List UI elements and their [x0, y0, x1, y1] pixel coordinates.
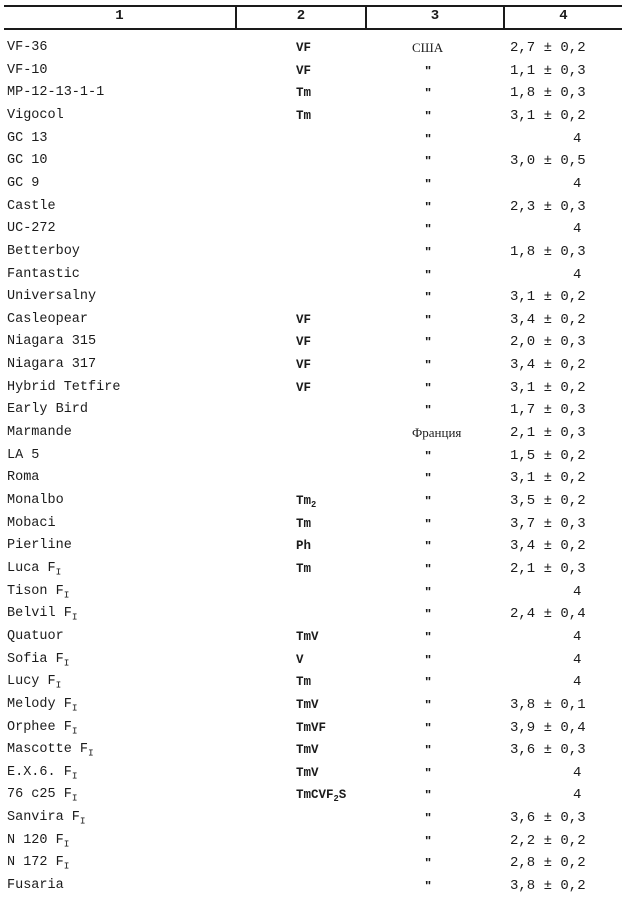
variety-name-text: Castle	[7, 199, 56, 214]
variety-name	[7, 244, 80, 260]
score-value: 3,8 ± 0,2	[510, 878, 586, 894]
variety-name-subscript: I	[63, 860, 70, 872]
column-header-3: 3	[430, 8, 440, 24]
resistance-code	[296, 787, 346, 807]
resistance-code	[296, 380, 311, 396]
variety-name-text: Mobaci	[7, 516, 56, 531]
variety-name	[7, 538, 72, 554]
score-value: 3,1 ± 0,2	[510, 470, 586, 486]
country-name: Франция	[412, 425, 462, 440]
score-value: 3,1 ± 0,2	[510, 289, 586, 305]
resistance-code	[296, 720, 326, 736]
score-value: 3,4 ± 0,2	[510, 312, 586, 328]
variety-name-text: Universalny	[7, 289, 97, 304]
resistance-code-text: V	[296, 653, 304, 667]
ditto-mark: "	[425, 244, 432, 259]
variety-name-text: Early Bird	[7, 402, 89, 417]
ditto-mark: "	[425, 448, 432, 463]
ditto-mark: "	[425, 221, 432, 236]
score-value: 2,3 ± 0,3	[510, 199, 586, 215]
variety-name-text: N 120 F	[7, 833, 64, 848]
variety-name	[7, 108, 64, 124]
score-value: 4	[573, 584, 582, 600]
resistance-code-text: VF	[296, 41, 312, 55]
resistance-code-text: TmV	[296, 630, 319, 644]
variety-name-text: Niagara 317	[7, 357, 97, 372]
ditto-mark: "	[425, 153, 432, 168]
variety-name	[7, 357, 96, 373]
ditto-mark: "	[425, 855, 432, 870]
variety-name	[7, 334, 96, 350]
variety-name-text: Sanvira F	[7, 810, 80, 825]
variety-name	[7, 674, 61, 693]
variety-name-text: Quatuor	[7, 629, 64, 644]
variety-name-text: N 172 F	[7, 855, 64, 870]
variety-name-text: Hybrid Tetfire	[7, 380, 121, 395]
variety-name-text: Sofia F	[7, 652, 64, 667]
score-value: 1,5 ± 0,2	[510, 448, 586, 464]
ditto-mark: "	[425, 357, 432, 372]
resistance-code	[296, 63, 311, 79]
column-header-4: 4	[559, 8, 568, 24]
column-header-2: 2	[296, 8, 306, 24]
resistance-code-text: VF	[296, 64, 312, 78]
variety-name-text: Casleopear	[7, 312, 89, 327]
variety-name-subscript: I	[55, 566, 62, 578]
resistance-code	[296, 85, 311, 101]
variety-name-text: Roma	[7, 470, 40, 485]
variety-name-text: Vigocol	[7, 108, 64, 123]
ditto-mark: "	[425, 312, 432, 327]
variety-name	[7, 63, 48, 79]
score-value: 3,6 ± 0,3	[510, 742, 586, 758]
resistance-code-text: VF	[296, 313, 312, 327]
resistance-code-text: Tm	[296, 86, 312, 100]
variety-name-text: Tison F	[7, 584, 64, 599]
score-value: 2,1 ± 0,3	[510, 425, 586, 441]
resistance-code	[296, 493, 316, 513]
ditto-mark: "	[425, 787, 432, 802]
resistance-code-text: TmV	[296, 698, 319, 712]
variety-name-text: Mascotte F	[7, 742, 89, 757]
variety-name-text: E.X.6. F	[7, 765, 72, 780]
variety-name-text: LA 5	[7, 448, 40, 463]
ditto-mark: "	[425, 289, 432, 304]
ditto-mark: "	[425, 470, 432, 485]
variety-name	[7, 267, 80, 283]
ditto-mark: "	[425, 516, 432, 531]
resistance-code	[296, 312, 311, 328]
ditto-mark: "	[425, 402, 432, 417]
resistance-code-text: Tm	[296, 675, 312, 689]
variety-name-text: Belvil F	[7, 606, 72, 621]
variety-name-text: Luca F	[7, 561, 56, 576]
variety-name	[7, 470, 39, 486]
score-value: 3,7 ± 0,3	[510, 516, 586, 532]
variety-name	[7, 221, 56, 237]
variety-name	[7, 493, 64, 509]
variety-name-text: VF-10	[7, 63, 48, 78]
country-name: США	[412, 40, 444, 55]
resistance-code	[296, 674, 311, 690]
resistance-code-text: Tm	[296, 517, 312, 531]
ditto-mark: "	[425, 833, 432, 848]
score-value: 2,7 ± 0,2	[510, 40, 586, 56]
resistance-code	[296, 357, 311, 373]
score-value: 3,4 ± 0,2	[510, 538, 586, 554]
ditto-mark: "	[425, 720, 432, 735]
resistance-code	[296, 334, 311, 350]
variety-name-subscript: I	[63, 657, 70, 669]
variety-name-text: Pierline	[7, 538, 72, 553]
variety-name	[7, 425, 72, 441]
resistance-code-tail: S	[338, 788, 347, 802]
variety-name	[7, 85, 104, 101]
variety-name	[7, 131, 48, 147]
resistance-code	[296, 629, 319, 645]
score-value: 2,1 ± 0,3	[510, 561, 586, 577]
variety-name-text: Orphee F	[7, 720, 72, 735]
variety-name-subscript: I	[71, 725, 78, 737]
resistance-code-text: Ph	[296, 539, 312, 553]
resistance-code-subscript: 2	[311, 500, 317, 511]
variety-name	[7, 787, 77, 806]
resistance-code-text: Tm	[296, 494, 312, 508]
variety-name	[7, 516, 56, 532]
ditto-mark: "	[425, 380, 432, 395]
ditto-mark: "	[425, 85, 432, 100]
score-value: 3,6 ± 0,3	[510, 810, 586, 826]
score-value: 4	[573, 674, 582, 690]
resistance-code-text: VF	[296, 381, 312, 395]
variety-name	[7, 153, 48, 169]
variety-name-text: UC-272	[7, 221, 56, 236]
variety-name-subscript: I	[71, 770, 78, 782]
resistance-code-text: TmV	[296, 766, 319, 780]
variety-name-text: Lucy F	[7, 674, 56, 689]
ditto-mark: "	[425, 108, 432, 123]
resistance-code-text: Tm	[296, 562, 312, 576]
resistance-code	[296, 697, 319, 713]
resistance-code	[296, 742, 319, 758]
variety-name	[7, 810, 86, 829]
variety-name-text: GC 13	[7, 131, 48, 146]
variety-name	[7, 652, 69, 671]
column-header-1: 1	[115, 8, 124, 24]
score-value: 4	[573, 629, 582, 645]
score-value: 4	[573, 131, 582, 147]
ditto-mark: "	[425, 199, 432, 214]
ditto-mark: "	[425, 131, 432, 146]
resistance-code	[296, 561, 311, 577]
score-value: 3,9 ± 0,4	[510, 720, 586, 736]
variety-name-text: 76 c25 F	[7, 787, 72, 802]
variety-name-text: VF-36	[7, 40, 48, 55]
variety-name-subscript: I	[71, 611, 78, 623]
variety-name-subscript: I	[63, 838, 70, 850]
variety-name-text: GC 9	[7, 176, 40, 191]
variety-name-text: Betterboy	[7, 244, 80, 259]
variety-name-subscript: I	[55, 679, 62, 691]
variety-name	[7, 402, 88, 418]
variety-name	[7, 289, 96, 305]
ditto-mark: "	[425, 267, 432, 282]
score-value: 3,8 ± 0,1	[510, 697, 586, 713]
ditto-mark: "	[425, 674, 432, 689]
ditto-mark: "	[425, 561, 432, 576]
score-value: 4	[573, 765, 582, 781]
ditto-mark: "	[425, 878, 432, 893]
variety-name-text: Fusaria	[7, 878, 64, 893]
score-value: 4	[573, 787, 582, 803]
variety-name-text: MP-12-13-1-1	[7, 85, 105, 100]
variety-name-text: Fantastic	[7, 267, 80, 282]
resistance-code	[296, 652, 304, 668]
ditto-mark: "	[425, 176, 432, 191]
score-value: 2,4 ± 0,4	[510, 606, 586, 622]
variety-name	[7, 720, 77, 739]
variety-name-text: Niagara 315	[7, 334, 97, 349]
variety-name	[7, 765, 77, 784]
ditto-mark: "	[425, 810, 432, 825]
ditto-mark: "	[425, 63, 432, 78]
score-value: 3,5 ± 0,2	[510, 493, 586, 509]
score-value: 4	[573, 652, 582, 668]
score-value: 3,1 ± 0,2	[510, 108, 586, 124]
variety-name	[7, 629, 64, 645]
variety-name-subscript: I	[88, 747, 94, 759]
variety-name	[7, 584, 69, 603]
score-value: 3,0 ± 0,5	[510, 153, 586, 169]
variety-name	[7, 312, 88, 328]
score-value: 2,8 ± 0,2	[510, 855, 586, 871]
resistance-code-text: TmVF	[296, 721, 327, 735]
score-value: 1,8 ± 0,3	[510, 244, 586, 260]
score-value: 2,0 ± 0,3	[510, 334, 586, 350]
header-rule	[4, 28, 622, 30]
variety-name	[7, 40, 48, 56]
score-value: 1,1 ± 0,3	[510, 63, 586, 79]
variety-name	[7, 606, 77, 625]
resistance-code	[296, 516, 311, 532]
variety-name	[7, 833, 69, 852]
ditto-mark: "	[425, 538, 432, 553]
variety-name	[7, 855, 69, 874]
variety-name-subscript: I	[79, 815, 86, 827]
variety-name	[7, 380, 120, 396]
score-value: 4	[573, 221, 582, 237]
resistance-code	[296, 108, 311, 124]
ditto-mark: "	[425, 765, 432, 780]
score-value: 1,8 ± 0,3	[510, 85, 586, 101]
variety-name	[7, 878, 64, 894]
variety-name-text: Marmande	[7, 425, 72, 440]
resistance-code-subscript: 2	[333, 794, 339, 805]
variety-name-subscript: I	[71, 792, 78, 804]
ditto-mark: "	[425, 584, 432, 599]
variety-name-subscript: I	[63, 589, 70, 601]
score-value: 2,2 ± 0,2	[510, 833, 586, 849]
top-rule	[4, 5, 622, 7]
ditto-mark: "	[425, 334, 432, 349]
resistance-code	[296, 538, 311, 554]
ditto-mark: "	[425, 493, 432, 508]
resistance-code	[296, 40, 311, 56]
variety-name	[7, 742, 94, 761]
ditto-mark: "	[425, 742, 432, 757]
variety-name-subscript: I	[71, 702, 78, 714]
resistance-code-text: TmCVF	[296, 788, 334, 802]
score-value: 3,1 ± 0,2	[510, 380, 586, 396]
variety-name-text: GC 10	[7, 153, 48, 168]
variety-name	[7, 697, 77, 716]
score-value: 1,7 ± 0,3	[510, 402, 586, 418]
ditto-mark: "	[425, 629, 432, 644]
ditto-mark: "	[425, 652, 432, 667]
variety-name-text: Monalbo	[7, 493, 64, 508]
variety-name	[7, 176, 39, 192]
variety-name-text: Melody F	[7, 697, 72, 712]
score-value: 4	[573, 267, 582, 283]
score-value: 4	[573, 176, 582, 192]
score-value: 3,4 ± 0,2	[510, 357, 586, 373]
resistance-code-text: VF	[296, 358, 312, 372]
resistance-code-text: TmV	[296, 743, 319, 757]
ditto-mark: "	[425, 606, 432, 621]
variety-name	[7, 448, 39, 464]
resistance-code	[296, 765, 319, 781]
ditto-mark: "	[425, 697, 432, 712]
variety-name	[7, 561, 61, 580]
resistance-code-text: VF	[296, 335, 312, 349]
resistance-code-text: Tm	[296, 109, 312, 123]
variety-name	[7, 199, 56, 215]
